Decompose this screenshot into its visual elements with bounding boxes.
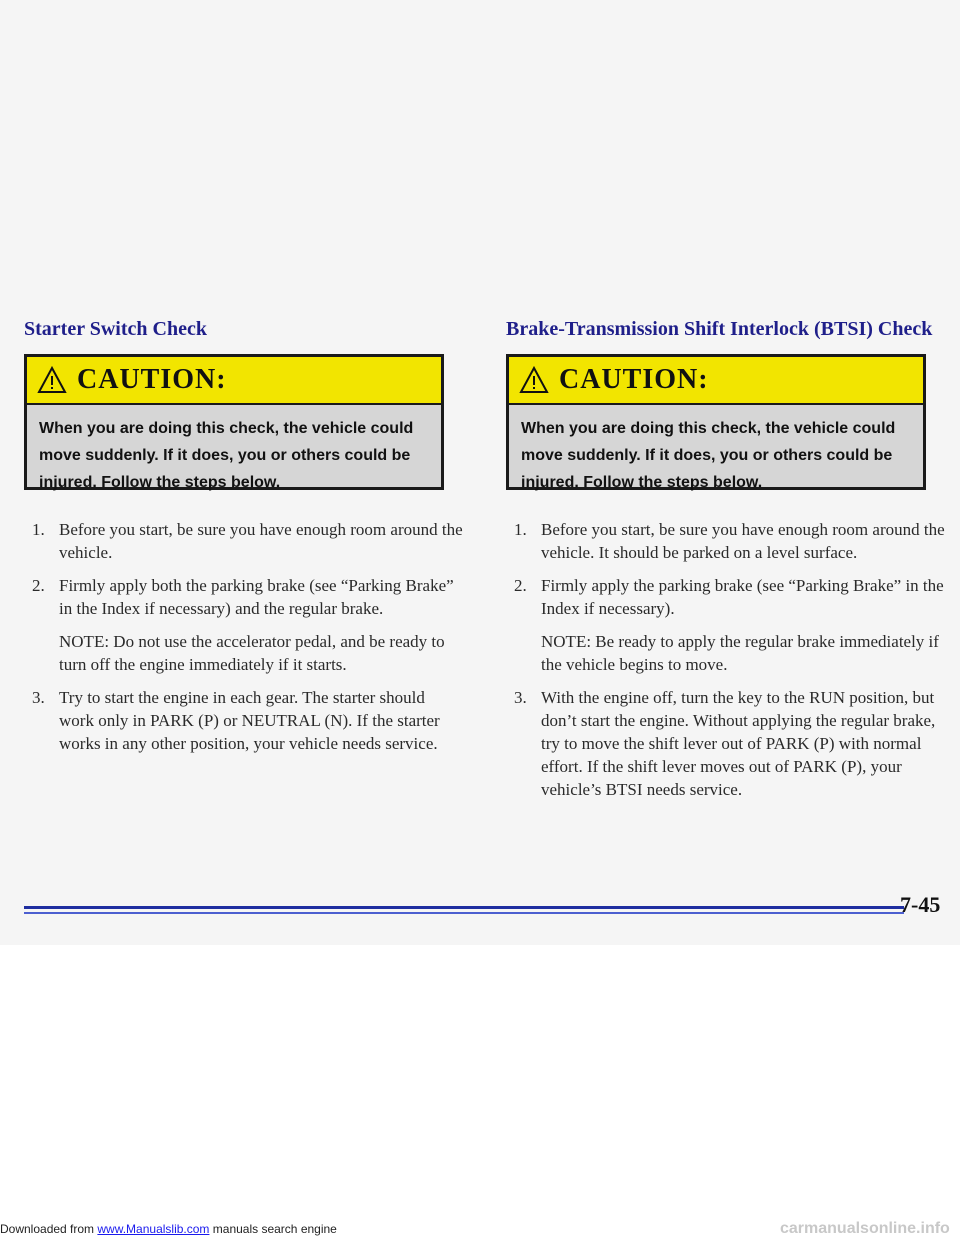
step-number: 3. [32,688,45,707]
step-text: Try to start the engine in each gear. The starter should work only in PARK (P) or NEUTRAL (N). If the starter works in any other position, your vehicle needs service. [59,688,440,753]
watermark: carmanualsonline.info [780,1220,950,1237]
footer-prefix: Downloaded from [0,1222,98,1236]
step-text: Firmly apply both the parking brake (see “Parking Brake” in the Index if necessary) and the regular brake. [59,576,454,618]
step-3 [24,686,464,755]
step-1 [506,518,946,564]
step-note: NOTE: Be ready to apply the regular brake immediately if the vehicle begins to move. [541,632,939,674]
steps-list [506,518,946,811]
section-heading: Brake-Transmission Shift Interlock (BTSI) Check [506,318,933,340]
step-2 [24,574,464,620]
step-text: Firmly apply the parking brake (see “Parking Brake” in the Index if necessary). [541,576,944,618]
caution-box [506,354,926,490]
step-number: 2. [514,576,527,595]
caution-bar [27,357,441,405]
step-2 [506,574,946,620]
caution-label: CAUTION: [559,364,709,395]
step-text: Before you start, be sure you have enough room around the vehicle. It should be parked on a level surface. [541,520,945,562]
caution-bar [509,357,923,405]
step-1 [24,518,464,564]
footer-rule [24,906,904,909]
step-text: With the engine off, turn the key to the RUN position, but don’t start the engine. Without applying the regular brake, try to move the shift lever out of PARK (P) with normal effort. If the shift lever moves out of PARK (P), your vehicle’s BTSI needs service. [541,688,936,799]
section-heading: Starter Switch Check [24,318,207,340]
warning-triangle-icon [519,366,549,394]
steps-list [24,518,464,765]
caution-box [24,354,444,490]
step-number: 2. [32,576,45,595]
warning-triangle-icon [37,366,67,394]
footer-suffix: manuals search engine [209,1222,337,1236]
caution-text: When you are doing this check, the vehicle could move suddenly. If it does, you or others could be injured. Follow the steps below. [39,420,414,491]
page-number: 7-45 [900,892,941,917]
manualslib-link[interactable]: www.Manualslib.com [97,1222,210,1236]
step-text: Before you start, be sure you have enough room around the vehicle. [59,520,463,562]
caution-text: When you are doing this check, the vehicle could move suddenly. If it does, you or others could be injured. Follow the steps below. [521,420,896,491]
footer-rule-thin [24,912,904,914]
step-number: 1. [514,520,527,539]
step-note: NOTE: Do not use the accelerator pedal, and be ready to turn off the engine immediately if it starts. [59,632,445,674]
step-number: 3. [514,688,527,707]
caution-label: CAUTION: [77,364,227,395]
step-3 [506,686,946,801]
step-number: 1. [32,520,45,539]
download-footer [0,1222,337,1236]
